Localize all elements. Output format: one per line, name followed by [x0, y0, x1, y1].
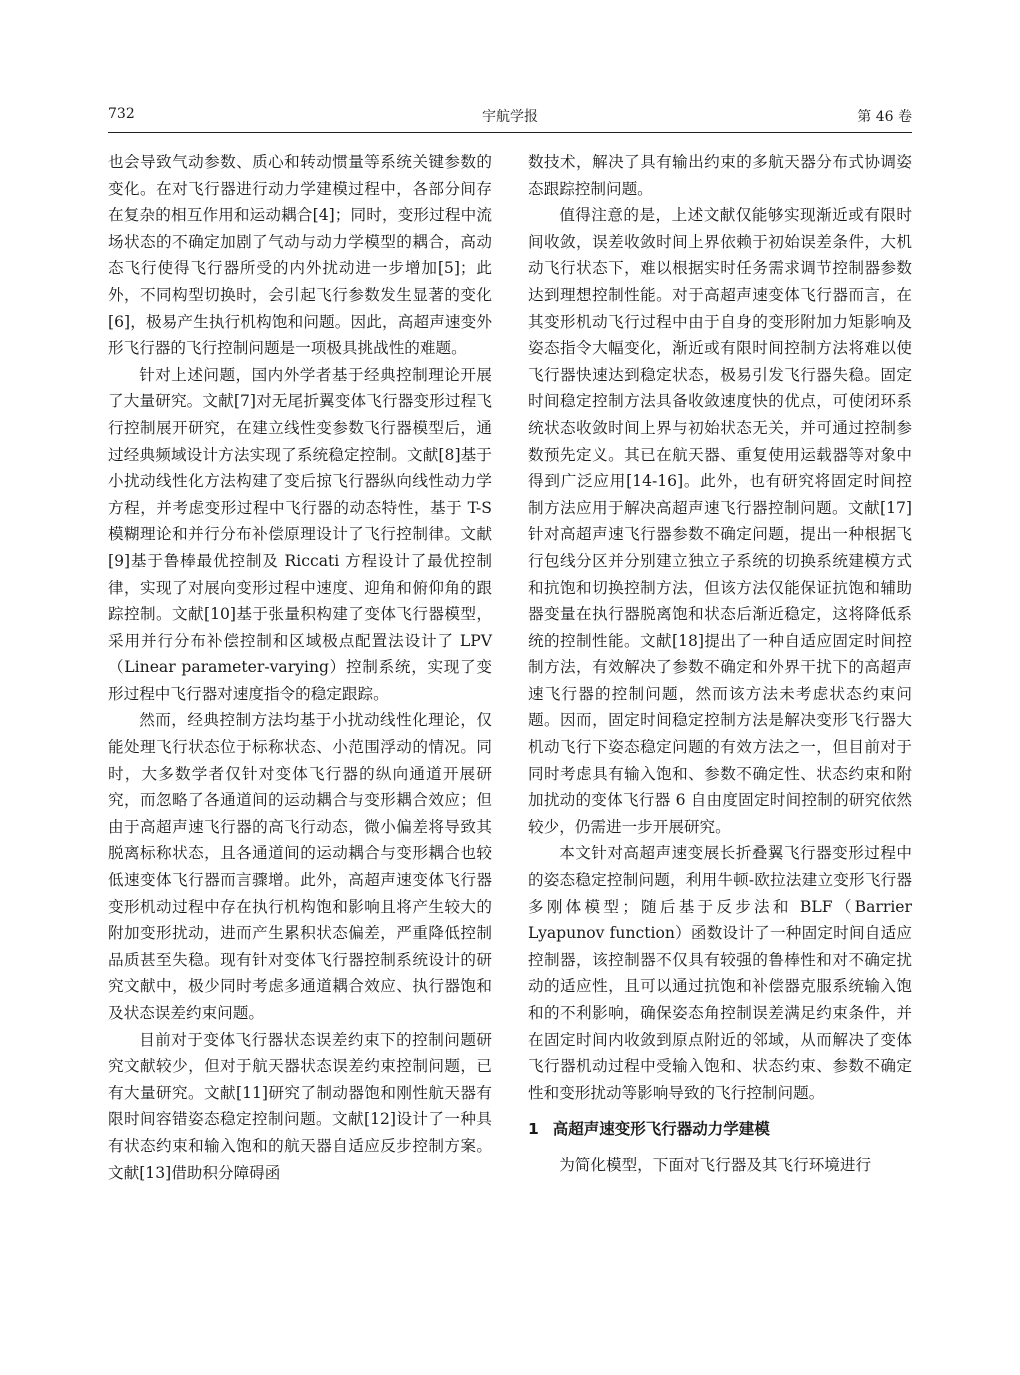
paragraph: 也会导致气动参数、质心和转动惯量等系统关键参数的变化。在对飞行器进行动力学建模过程中，各部分间存在复杂的相互作用和运动耦合[4]；同时，变形过程中流场状态的不确定加剧了气动与动力学模型的耦合，高动态飞行使得飞行器所受的内外扰动进一步增加[5]；此外，不同构型切换时，会引起飞行参数发生显著的变化[6]，极易产生执行机构饱和问题。因此，高超声速变外形飞行器的飞行控制问题是一项极具挑战性的难题。 [108, 153, 492, 358]
section-heading [528, 1115, 912, 1143]
volume-label: 第 46 卷 [857, 109, 912, 125]
paragraph: 为简化模型，下面对飞行器及其飞行环境进行 [559, 1156, 872, 1175]
section-number: 1 [528, 1120, 539, 1139]
section-title: 高超声速变形飞行器动力学建模 [552, 1120, 770, 1139]
journal-name: 宇航学报 [482, 109, 538, 125]
paragraph: 然而，经典控制方法均基于小扰动线性化理论，仅能处理飞行状态位于标称状态、小范围浮动的情况。同时，大多数学者仅针对变体飞行器的纵向通道开展研究，而忽略了各通道间的运动耦合与变形耦合效应；但由于高超声速飞行器的高飞行动态，微小偏差将导致其脱离标称状态，且各通道间的运动耦合与变形耦合也较低速变体飞行器而言骤增。此外，高超声速变体飞行器变形机动过程中存在执行机构饱和影响且将产生较大的附加变形扰动，进而产生累积状态偏差，严重降低控制品质甚至失稳。现有针对变体飞行器控制系统设计的研究文献中，极少同时考虑多通道耦合效应、执行器饱和及状态误差约束问题。 [108, 711, 492, 1022]
right-column [528, 149, 912, 1179]
paragraph: 数技术，解决了具有输出约束的多航天器分布式协调姿态跟踪控制问题。 [528, 153, 912, 198]
page-number: 732 [108, 106, 135, 122]
paragraph: 针对上述问题，国内外学者基于经典控制理论开展了大量研究。文献[7]对无尾折翼变体飞行器变形过程飞行控制展开研究，在建立线性变参数飞行器模型后，通过经典频域设计方法实现了系统稳定控制。文献[8]基于小扰动线性化方法构建了变后掠飞行器纵向线性动力学方程，并考虑变形过程中飞行器的动态特性，基于 T-S 模糊理论和并行分布补偿原理设计了飞行控制律。文献[9]基于鲁棒最优控制及 Riccati 方程设计了最优控制律，实现了对展向变形过程中速度、迎角和俯仰角的跟踪控制。文献[10]基于张量积构建了变体飞行器模型，采用并行分布补偿控制和区域极点配置法设计了 LPV（Linear parameter-varying）控制系统，实现了变形过程中飞行器对速度指令的稳定跟踪。 [108, 365, 492, 703]
running-header [108, 104, 912, 133]
paragraph: 值得注意的是，上述文献仅能够实现渐近或有限时间收敛，误差收敛时间上界依赖于初始误差条件，大机动飞行状态下，难以根据实时任务需求调节控制器参数达到理想控制性能。对于高超声速变体飞行器而言，在其变形机动飞行过程中由于自身的变形附加力矩影响及姿态指令大幅变化，渐近或有限时间控制方法将难以使飞行器快速达到稳定状态，极易引发飞行器失稳。固定时间稳定控制方法具备收敛速度快的优点，可使闭环系统状态收敛时间上界与初始状态无关，并可通过控制参数预先定义。其已在航天器、重复使用运载器等对象中得到广泛应用[14-16]。此外，也有研究将固定时间控制方法应用于解决高超声速飞行器控制问题。文献[17]针对高超声速飞行器参数不确定问题，提出一种根据飞行包线分区并分别建立独立子系统的切换系统建模方式和抗饱和切换控制方法，但该方法仅能保证抗饱和辅助器变量在执行器脱离饱和状态后渐近稳定，这将降低系统的控制性能。文献[18]提出了一种自适应固定时间控制方法，有效解决了参数不确定和外界干扰下的高超声速飞行器的控制问题，然而该方法未考虑状态约束问题。因而，固定时间稳定控制方法是解决变形飞行器大机动飞行下姿态稳定问题的有效方法之一，但目前对于同时考虑具有输入饱和、参数不确定性、状态约束和附加扰动的变体飞行器 6 自由度固定时间控制的研究依然较少，仍需进一步开展研究。 [528, 206, 912, 836]
paragraph: 本文针对高超声速变展长折叠翼飞行器变形过程中的姿态稳定控制问题，利用牛顿-欧拉法建立变形飞行器多刚体模型；随后基于反步法和 BLF（Barrier Lyapunov function）函数设计了一种固定时间自适应控制器，该控制器不仅具有较强的鲁棒性和对不确定扰动的适应性，且可以通过抗饱和补偿器克服系统输入饱和的不利影响，确保姿态角控制误差满足约束条件，并在固定时间内收敛到原点附近的邻域，从而解决了变体飞行器机动过程中受输入饱和、状态约束、参数不确定性和变形扰动等影响导致的飞行控制问题。 [528, 844, 912, 1102]
left-column [108, 149, 492, 1186]
paragraph: 目前对于变体飞行器状态误差约束下的控制问题研究文献较少，但对于航天器状态误差约束控制问题，已有大量研究。文献[11]研究了制动器饱和刚性航天器有限时间容错姿态稳定控制问题。文献[12]设计了一种具有状态约束和输入饱和的航天器自适应反步控制方案。文献[13]借助积分障碍函 [108, 1030, 492, 1182]
